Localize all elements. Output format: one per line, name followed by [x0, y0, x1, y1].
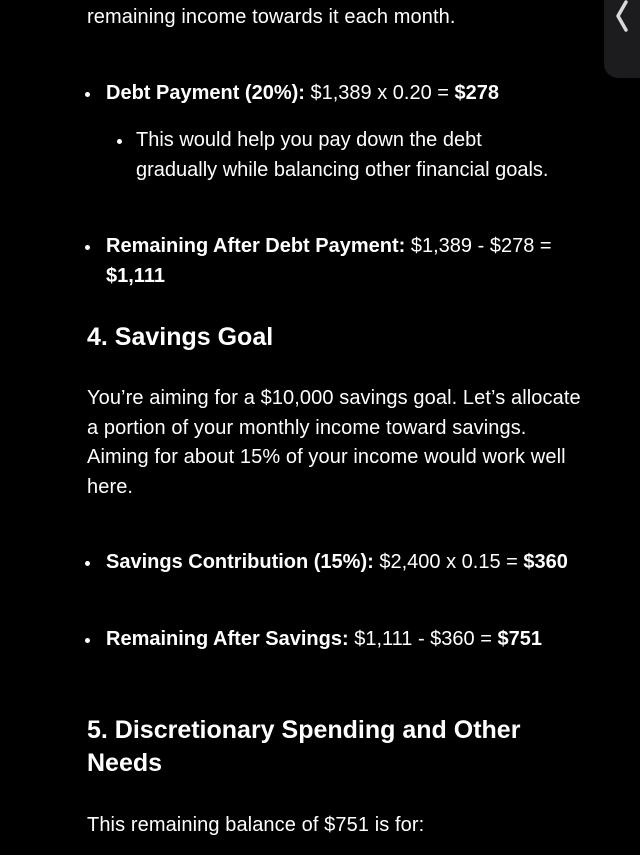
sub-list-item-debt-note	[87, 126, 567, 185]
chevron-left-icon	[612, 0, 632, 34]
remaining-after-debt-formula: $1,389 - $278 =	[410, 235, 552, 257]
savings-contribution-formula: $2,400 x 0.15 =	[379, 551, 524, 573]
list-item-debt-payment	[87, 79, 607, 109]
debt-payment-formula: $1,389 x 0.20 =	[310, 82, 455, 104]
sub-bullet-dot	[117, 139, 122, 144]
remaining-after-debt-label: Remaining After Debt Payment:	[106, 235, 406, 257]
debt-payment-result: $278	[454, 82, 500, 104]
bullet-dot	[85, 245, 90, 250]
discretionary-paragraph: This remaining balance of $751 is for:	[87, 814, 425, 836]
remaining-after-savings-label: Remaining After Savings:	[106, 628, 349, 650]
remaining-after-savings-result: $751	[497, 628, 542, 650]
list-item-remaining-after-savings	[87, 625, 567, 655]
list-item-remaining-after-debt	[87, 232, 607, 291]
intro-line: remaining income towards it each month.	[87, 6, 456, 28]
debt-payment-label: Debt Payment (20%):	[106, 82, 305, 104]
remaining-after-savings-formula: $1,111 - $360 =	[354, 628, 498, 650]
remaining-after-debt-result: $1,111	[106, 264, 165, 287]
sidebar-toggle-tab[interactable]	[604, 0, 640, 78]
section-heading-discretionary-spending: 5. Discretionary Spending and Other Needs	[87, 716, 521, 777]
section-heading-savings-goal: 4. Savings Goal	[87, 323, 274, 351]
bullet-dot	[85, 92, 90, 97]
savings-contribution-result: $360	[523, 551, 568, 573]
bullet-dot	[85, 561, 90, 566]
savings-contribution-label: Savings Contribution (15%):	[106, 551, 374, 573]
list-item-savings-contribution	[87, 548, 607, 578]
savings-goal-paragraph: You’re aiming for a $10,000 savings goal. Let’s allocate a portion of your monthly income toward savings. Aiming for about 15% of your income would work well here.	[87, 387, 581, 498]
debt-note-text: This would help you pay down the debt gradually while balancing other financial goals.	[136, 129, 549, 181]
bullet-dot	[85, 638, 90, 643]
